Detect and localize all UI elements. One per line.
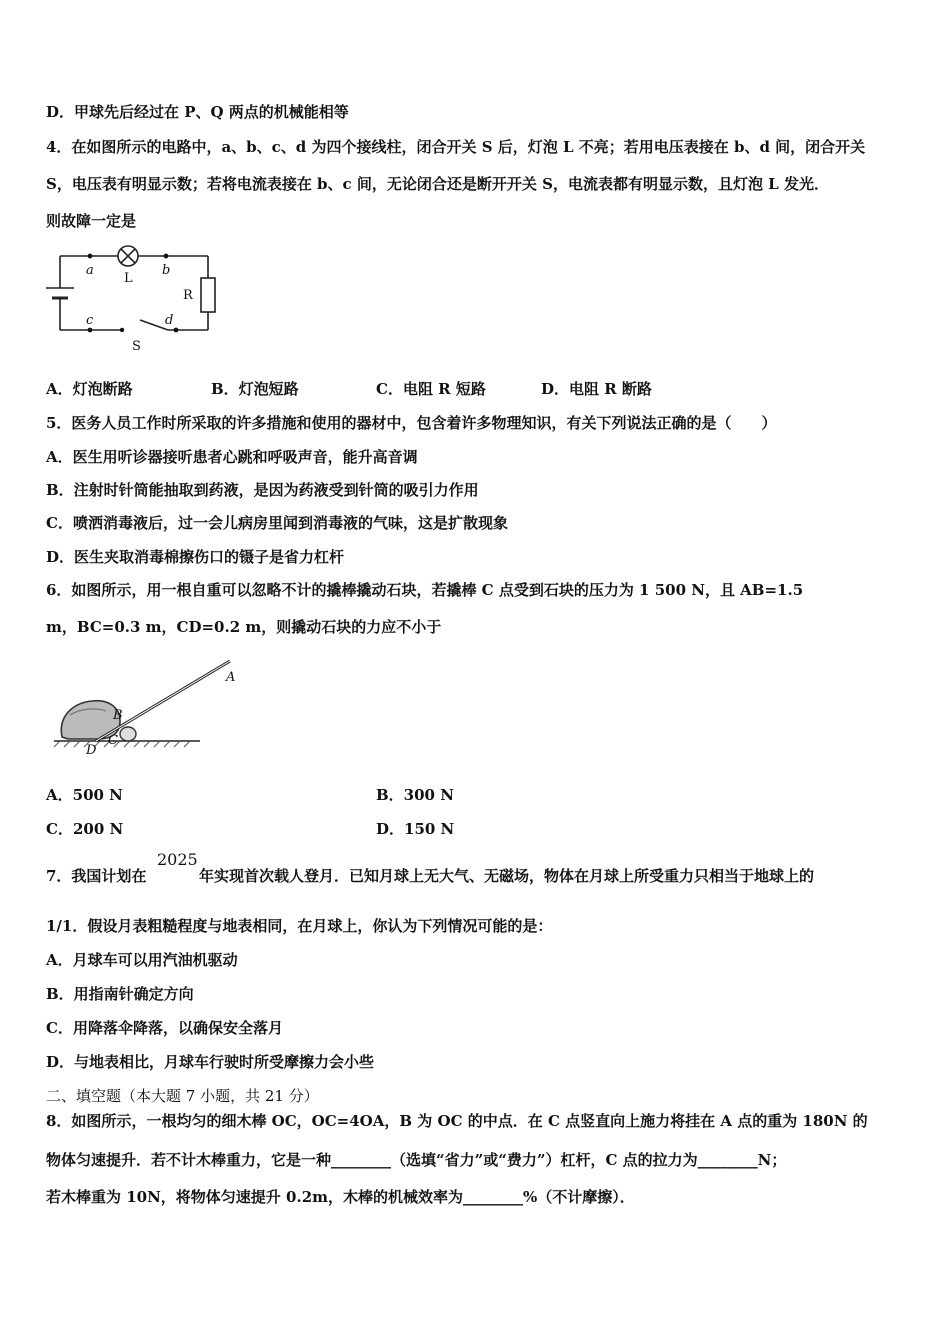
label-A: A <box>226 670 236 685</box>
q3-option-d: D．甲球先后经过在 P、Q 两点的机械能相等 <box>46 103 349 121</box>
q5-option-c: C．喷洒消毒液后，过一会儿病房里闻到消毒液的气味，这是扩散现象 <box>46 514 508 532</box>
label-D: D <box>86 743 97 758</box>
terminal-d-dot <box>174 328 179 333</box>
label-d: d <box>165 313 174 328</box>
q4-stem-line2: S，电压表有明显示数；若将电流表接在 b、c 间，无论闭合还是断开开关 S，电流表都有明显示数，且灯泡 L 发光． <box>46 175 829 193</box>
q6-stem-line2: m，BC=0.3 m，CD=0.2 m，则撬动石块的力应不小于 <box>46 618 442 636</box>
q5-option-d: D．医生夹取消毒棉擦伤口的镊子是省力杠杆 <box>46 548 345 566</box>
q5-option-a: A．医生用听诊器接听患者心跳和呼吸声音，能升高音调 <box>46 448 418 466</box>
terminal-b-dot <box>164 254 169 259</box>
q8-stem-line3: 若木棒重为 10N，将物体匀速提升 0.2m，木棒的机械效率为________%（不计摩擦）． <box>46 1188 635 1206</box>
q7-stem-prefix: 7．我国计划在 <box>46 867 147 885</box>
terminal-a-dot <box>88 254 93 259</box>
q7-option-a: A．月球车可以用汽油机驱动 <box>46 951 238 969</box>
label-c: c <box>86 313 94 328</box>
q7-year: 2025 <box>157 850 198 869</box>
label-S: S <box>132 339 141 354</box>
q6-option-c: C．200 N <box>46 820 124 838</box>
q5-option-b: B．注射时针筒能抽取到药液，是因为药液受到针筒的吸引力作用 <box>46 481 479 499</box>
section-heading: 二、填空题（本大题 7 小题，共 21 分） <box>46 1087 319 1105</box>
q5-stem: 5．医务人员工作时所采取的许多措施和使用的器材中，包含着许多物理知识，有关下列说法正确的是（ ） <box>46 414 777 432</box>
q4-option-d: D．电阻 R 断路 <box>541 380 652 398</box>
q7-stem-line2: 1/1．假设月表粗糙程度与地表相同，在月球上，你认为下列情况可能的是： <box>46 917 553 935</box>
label-L: L <box>124 271 133 286</box>
label-C: C <box>108 733 118 748</box>
q7-option-d: D．与地表相比，月球车行驶时所受摩擦力会小些 <box>46 1053 375 1071</box>
q6-option-a: A．500 N <box>46 786 123 804</box>
lever-diagram <box>50 655 250 760</box>
q4-stem-line1: 4．在如图所示的电路中，a、b、c、d 为四个接线柱，闭合开关 S 后，灯泡 L 不亮；若用电压表接在 b、d 间，闭合开关 <box>46 138 866 156</box>
q6-option-b: B．300 N <box>376 786 454 804</box>
q7-option-c: C．用降落伞降落，以确保安全落月 <box>46 1019 283 1037</box>
q6-stem-line1: 6．如图所示，用一根自重可以忽略不计的撬棒撬动石块，若撬棒 C 点受到石块的压力为 1 500 N，且 AB=1.5 <box>46 581 804 599</box>
q4-option-a: A．灯泡断路 <box>46 380 133 398</box>
circuit-diagram <box>40 240 230 355</box>
q8-stem-line1: 8．如图所示，一根均匀的细木棒 OC，OC=4OA，B 为 OC 的中点．在 C 点竖直向上施力将挂在 A 点的重为 180N 的 <box>46 1112 868 1130</box>
q4-stem-line3: 则故障一定是 <box>46 212 137 230</box>
q7-option-b: B．用指南针确定方向 <box>46 985 194 1003</box>
label-R: R <box>183 288 193 303</box>
q4-option-c: C．电阻 R 短路 <box>376 380 486 398</box>
q7-stem-suffix: 年实现首次载人登月．已知月球上无大气、无磁场，物体在月球上所受重力只相当于地球上的 <box>199 867 815 885</box>
label-b: b <box>162 263 171 278</box>
q8-stem-line2: 物体匀速提升．若不计木棒重力，它是一种________（选填“省力”或“费力”）杠杆，C 点的拉力为________N； <box>46 1151 787 1169</box>
terminal-c-dot <box>88 328 93 333</box>
q6-option-d: D．150 N <box>376 820 455 838</box>
label-a: a <box>86 263 94 278</box>
label-B: B <box>113 708 123 723</box>
q4-option-b: B．灯泡短路 <box>211 380 299 398</box>
